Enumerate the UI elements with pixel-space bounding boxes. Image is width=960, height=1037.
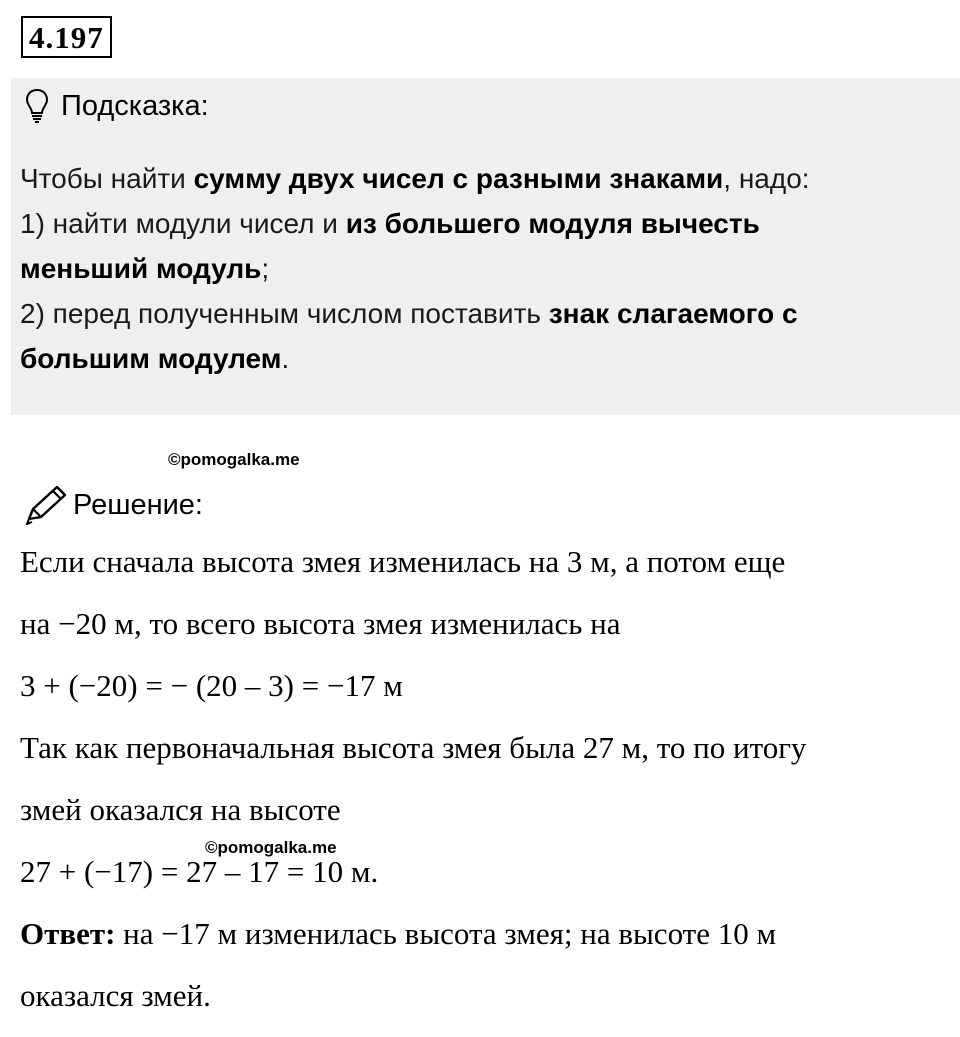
solution-line: змей оказался на высоте: [20, 792, 341, 827]
solution-equation: 3 + (−20) = − (20 – 3) = −17 м: [20, 668, 403, 703]
answer-text: на −17 м изменилась высота змея; на высоте 10 м: [115, 916, 777, 951]
task-number: 4.197: [21, 16, 112, 58]
pencil-icon: [23, 485, 67, 525]
solution-line: Так как первоначальная высота змея была 27 м, то по итогу: [20, 730, 807, 765]
solution-title: Решение:: [73, 488, 203, 521]
hint-line: большим модулем.: [20, 343, 290, 374]
hint-text: [20, 156, 945, 381]
solution-line: на −20 м, то всего высота змея изменилась на: [20, 606, 621, 641]
solution-header: [23, 483, 203, 527]
hint-title: Подсказка:: [61, 89, 209, 122]
hint-line: Чтобы найти сумму двух чисел с разными знаками, надо:: [20, 163, 810, 194]
answer-label: Ответ:: [20, 916, 116, 951]
watermark: ©pomogalka.me: [168, 450, 300, 469]
solution-line: Если сначала высота змея изменилась на 3 м, а потом еще: [20, 544, 786, 579]
hint-line: 1) найти модули чисел и из большего модуля вычесть: [20, 208, 760, 239]
watermark: ©pomogalka.me: [205, 838, 337, 857]
answer-line: оказался змей.: [20, 978, 211, 1013]
hint-line: меньший модуль;: [20, 253, 270, 284]
lightbulb-icon: [25, 88, 49, 124]
hint-line: 2) перед полученным числом поставить знак слагаемого с: [20, 298, 798, 329]
hint-header: [25, 86, 209, 126]
answer-line: [20, 914, 950, 954]
solution-equation: 27 + (−17) = 27 – 17 = 10 м.: [20, 854, 379, 889]
